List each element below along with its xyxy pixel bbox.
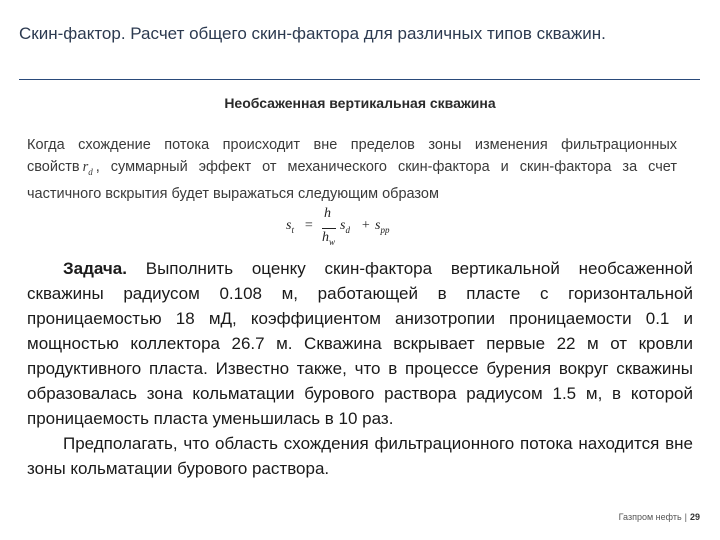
intro-paragraph — [27, 134, 677, 205]
formula-term-spp: $s_{pp}$ — [375, 218, 390, 235]
formula-term-sd: $s_d$ — [340, 218, 350, 235]
formula-plus: + — [361, 218, 371, 233]
rd-symbol: $r_d$ — [82, 159, 93, 177]
footer — [619, 512, 700, 522]
task-text: Выполнить оценку скин-фактора вертикальной необсаженной скважины радиусом 0.108 м, работающей в пласте с горизонтальной проницаемостью 18 мД, коэффициентом анизотропии проницаемости 0.1 и мощностью коллектора 26.7 м. Скважина вскрывает первые 22 м от кровли продуктивного пласта. Известно также, что в процессе бурения вокруг скважины образовалась зона кольматации бурового раствора радиусом 1.5 м, в которой проницаемость пласта уменьшилась в 10 раз. — [27, 259, 693, 428]
intro-text-before: Когда схождение потока происходит вне пределов зоны изменения фильтрационных свойств — [27, 137, 677, 175]
formula-denominator: $h_w$ — [322, 230, 336, 247]
intro-text-after: , суммарный эффект от механического скин-фактора и скин-фактора за счет частичного вскрытия будет выражаться следующим образом — [27, 159, 677, 202]
slide-title: Скин-фактор. Расчет общего скин-фактора для различных типов скважин. — [19, 24, 606, 43]
skin-formula — [286, 206, 406, 252]
assumption-paragraph: Предполагать, что область схождения фильтрационного потока находится вне зоны кольматации бурового раствора. — [27, 434, 693, 478]
formula-lhs: $s_t$ — [286, 218, 294, 235]
formula-equals: = — [304, 218, 314, 233]
formula-fraction-bar — [322, 228, 336, 229]
page-number: 29 — [689, 512, 700, 522]
slide-subtitle: Необсаженная вертикальная скважина — [224, 95, 496, 111]
task-block — [27, 256, 693, 481]
title-divider — [19, 79, 700, 80]
footer-company: Газпром нефть — [618, 512, 682, 522]
formula-numerator: h — [324, 206, 331, 221]
task-label: Задача. — [63, 259, 127, 278]
task-paragraph — [27, 256, 693, 431]
footer-separator: | — [684, 512, 687, 522]
